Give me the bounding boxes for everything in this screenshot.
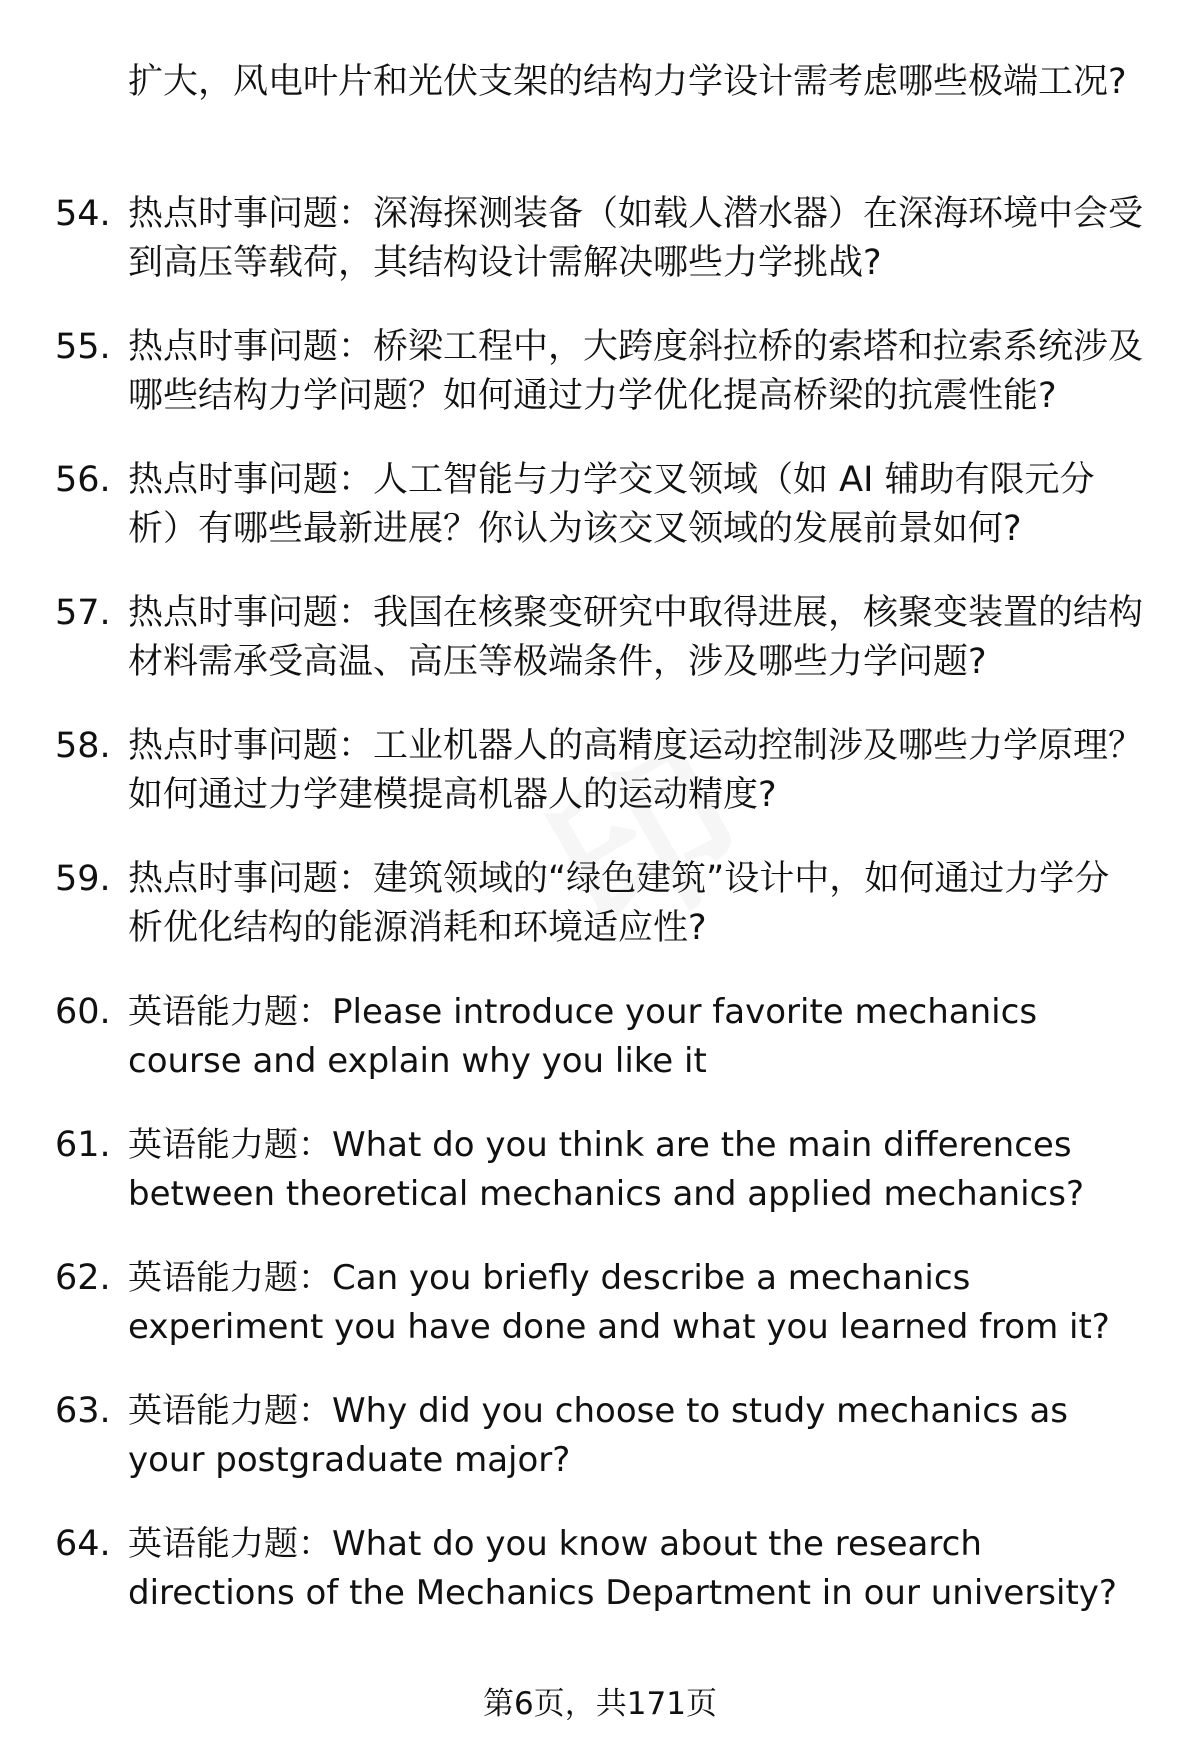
- question-number: 62.: [55, 1258, 111, 1298]
- question-number: 64.: [55, 1524, 111, 1564]
- question-text: 热点时事问题：我国在核聚变研究中取得进展，核聚变装置的结构材料需承受高温、高压等极端条件，涉及哪些力学问题?: [128, 593, 1144, 682]
- question-text: 英语能力题：What do you think are the main differences between theoretical mechanics and applied mechanics?: [128, 1125, 1085, 1214]
- question-item-57: [0, 589, 1200, 722]
- question-number: 57.: [55, 593, 111, 633]
- question-item-54: [0, 190, 1200, 323]
- question-text: 英语能力题：What do you know about the research directions of the Mechanics Department in our university?: [128, 1524, 1117, 1613]
- question-number: 55.: [55, 327, 111, 367]
- question-number: 56.: [55, 460, 111, 500]
- question-number: 63.: [55, 1391, 111, 1431]
- question-item-61: [0, 1121, 1200, 1254]
- question-text: 热点时事问题：深海探测装备（如载人潜水器）在深海环境中会受到高压等载荷，其结构设计需解决哪些力学挑战?: [128, 194, 1144, 283]
- page-number-footer: 第6页，共171页: [483, 1686, 717, 1722]
- question-item-63: [0, 1387, 1200, 1520]
- question-number: 59.: [55, 859, 111, 899]
- question-text: 热点时事问题：人工智能与力学交叉领域（如 AI 辅助有限元分析）有哪些最新进展？你认为该交叉领域的发展前景如何?: [128, 460, 1095, 549]
- question-item-55: [0, 323, 1200, 456]
- question-number: 60.: [55, 992, 111, 1032]
- question-item-60: [0, 988, 1200, 1121]
- question-text: 英语能力题：Please introduce your favorite mechanics course and explain why you like it: [128, 992, 1038, 1081]
- question-number: 58.: [55, 726, 111, 766]
- question-item-56: [0, 456, 1200, 589]
- question-list: [0, 190, 1200, 1653]
- continued-question-text: 扩大，风电叶片和光伏支架的结构力学设计需考虑哪些极端工况?: [128, 62, 1127, 102]
- question-text: 热点时事问题：桥梁工程中，大跨度斜拉桥的索塔和拉索系统涉及哪些结构力学问题？如何通过力学优化提高桥梁的抗震性能?: [128, 327, 1144, 416]
- question-item-59: [0, 855, 1200, 988]
- question-text: 英语能力题：Why did you choose to study mechanics as your postgraduate major?: [128, 1391, 1068, 1480]
- question-item-58: [0, 722, 1200, 855]
- question-text: 英语能力题：Can you briefly describe a mechanics experiment you have done and what you learned from it?: [128, 1258, 1110, 1347]
- question-item-64: [0, 1520, 1200, 1653]
- question-text: 热点时事问题：建筑领域的“绿色建筑”设计中，如何通过力学分析优化结构的能源消耗和环境适应性?: [128, 859, 1110, 948]
- question-item-62: [0, 1254, 1200, 1387]
- question-text: 热点时事问题：工业机器人的高精度运动控制涉及哪些力学原理？如何通过力学建模提高机器人的运动精度?: [128, 726, 1144, 815]
- question-number: 54.: [55, 194, 111, 234]
- question-number: 61.: [55, 1125, 111, 1165]
